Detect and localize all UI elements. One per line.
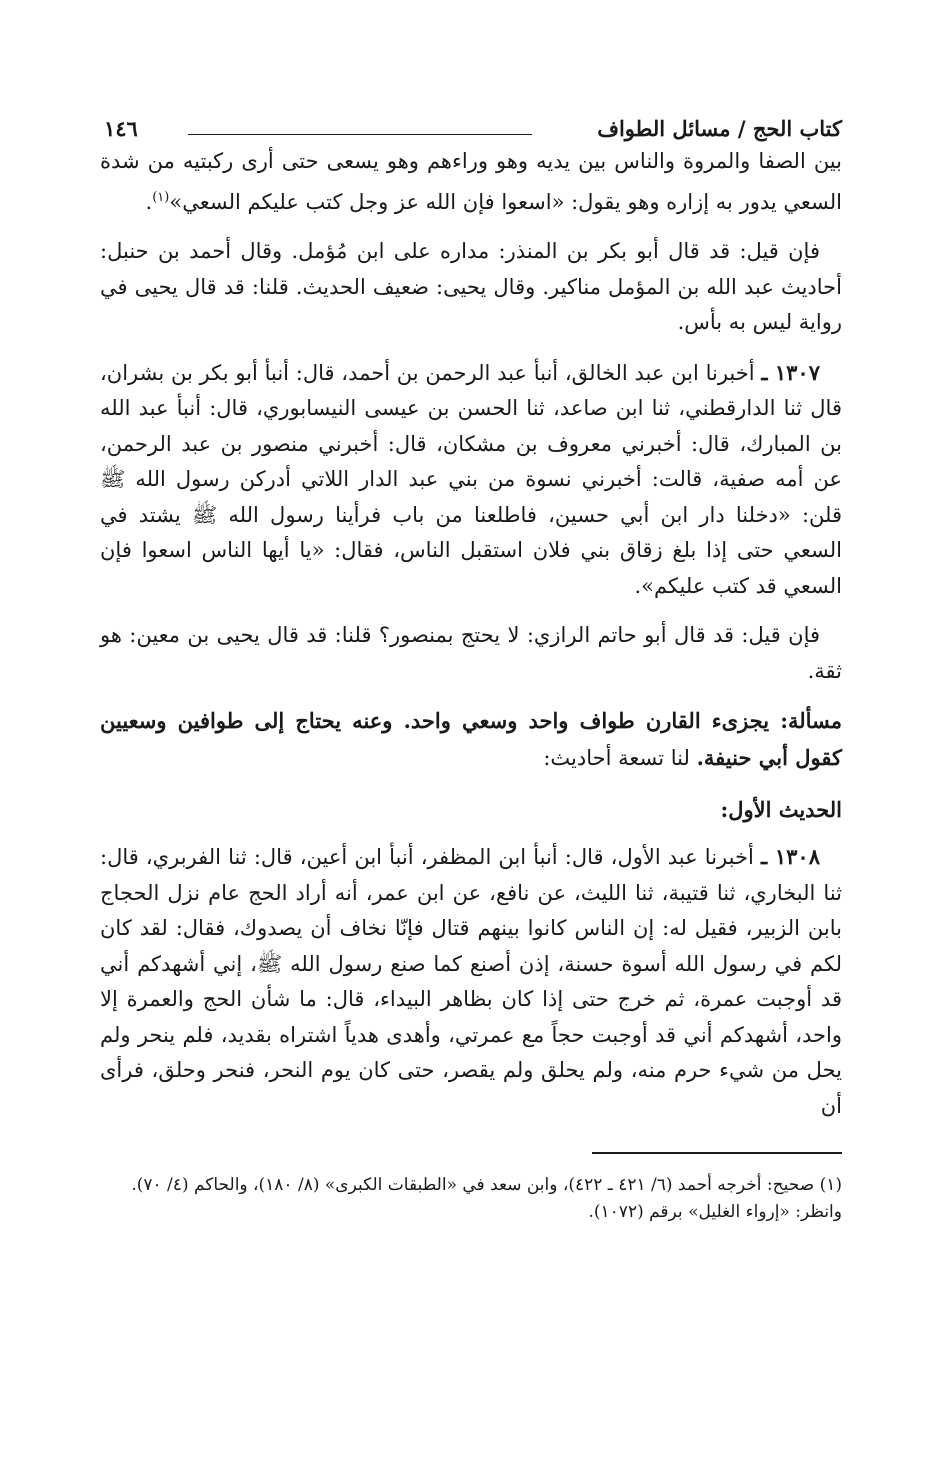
- hadith-number: ١٣٠٨ ـ: [760, 844, 820, 869]
- paragraph-objection-2: فإن قيل: قد قال أبو حاتم الرازي: لا يحتج بمنصور؟ قلنا: قد قال يحيى بن معين: هو ثقة.: [100, 623, 842, 683]
- page: [100, 100, 842, 1226]
- paragraph-objection: فإن قيل: قد قال أبو بكر بن المنذر: مداره على ابن مُؤمل. وقال أحمد بن حنبل: أحاديث عبد الله بن المؤمل مناكير. وقال يحيى: ضعيف الحديث. قلنا: قد قال يحيى في رواية ليس به بأس.: [100, 239, 842, 334]
- footnote-1-continued: وانظر: «إرواء الغليل» برقم (١٠٧٢).: [588, 1202, 842, 1222]
- masala-tail: لنا تسعة أحاديث:: [543, 745, 690, 770]
- hadith-1308: [100, 839, 842, 1124]
- hadith-number: ١٣٠٧ ـ: [761, 359, 820, 385]
- header-rule: [188, 134, 532, 135]
- hadith-text: أخبرنا عبد الأول، قال: أنبأ ابن المظفر، أنبأ ابن أعين، قال: ثنا الفربري، قال: ثنا البخاري، ثنا قتيبة، ثنا الليث، عن نافع، عن ابن عمر، أنه أراد الحج عام نزل الحجاج بابن الزبير، فقيل له: إن الناس كانوا بينهم قتال فإنّا نخاف أن يصدوك، فقال: لقد كان لكم في رسول الله أسوة حسنة، إذن أصنع كما صنع رسول الله ﷺ، إني أشهدكم أني قد أوجبت عمرة، ثم خرج حتى إذا كان بظاهر البيداء، قال: ما شأن الحج والعمرة إلا واحد، أشهدكم أني قد أوجبت حجاً مع عمرتي، وأهدى هدياً اشتراه بقديد، فلم ينحر ولم يحل من شيء حرم منه، ولم يحلق ولم يقصر، حتى كان يوم النحر، فنحر وحلق، فرأى أن: [100, 845, 842, 1118]
- masala-paragraph: [100, 703, 842, 776]
- footnote-ref[interactable]: (١): [152, 189, 170, 205]
- page-number: ١٤٦: [104, 116, 138, 141]
- masala-statement: مسألة: يجزىء القارن طواف واحد وسعي واحد. وعنه يحتاج إلى طوافين وسعيين كقول أبي حنيفة.: [100, 708, 842, 770]
- paragraph-continuation: [100, 144, 842, 220]
- hadith-1307: [100, 355, 842, 605]
- section-heading: الحديث الأول:: [720, 797, 842, 822]
- footnote-rule: [592, 1152, 842, 1154]
- footnote-1: (١) صحيح: أخرجه أحمد (٦/ ٤٢١ ـ ٤٢٢)، وابن سعد في «الطبقات الكبرى» (٨/ ١٨٠)، والحاكم (٤/ ٧٠).: [131, 1175, 842, 1195]
- paragraph-tail: .: [145, 189, 153, 214]
- chapter-title: كتاب الحج / مسائل الطواف: [597, 116, 842, 141]
- running-header: [100, 100, 842, 144]
- paragraph-text: بين الصفا والمروة والناس بين يديه وهو وراءهم وهو يسعى حتى أرى ركبتيه من شدة السعي يدور به إزاره وهو يقول: «اسعوا فإن الله عز وجل كتب عليكم السعي»: [100, 149, 842, 214]
- hadith-text: أخبرنا ابن عبد الخالق، أنبأ عبد الرحمن بن أحمد، قال: أنبأ أبو بكر بن بشران، قال ثنا الدارقطني، ثنا ابن صاعد، ثنا الحسن بن عيسى النيسابوري، قال: أنبأ عبد الله بن المبارك، قال: أخبرني معروف بن مشكان، قال: أخبرني منصور بن عبد الرحمن، عن أمه صفية، قالت: أخبرني نسوة من بني عبد الدار اللاتي أدركن رسول الله ﷺ قلن: «دخلنا دار ابن أبي حسين، فاطلعنا من باب فرأينا رسول الله ﷺ يشتد في السعي حتى إذا بلغ زقاق بني فلان استقبل الناس، فقال: «يا أيها الناس اسعوا فإن السعي قد كتب عليكم».: [100, 360, 842, 598]
